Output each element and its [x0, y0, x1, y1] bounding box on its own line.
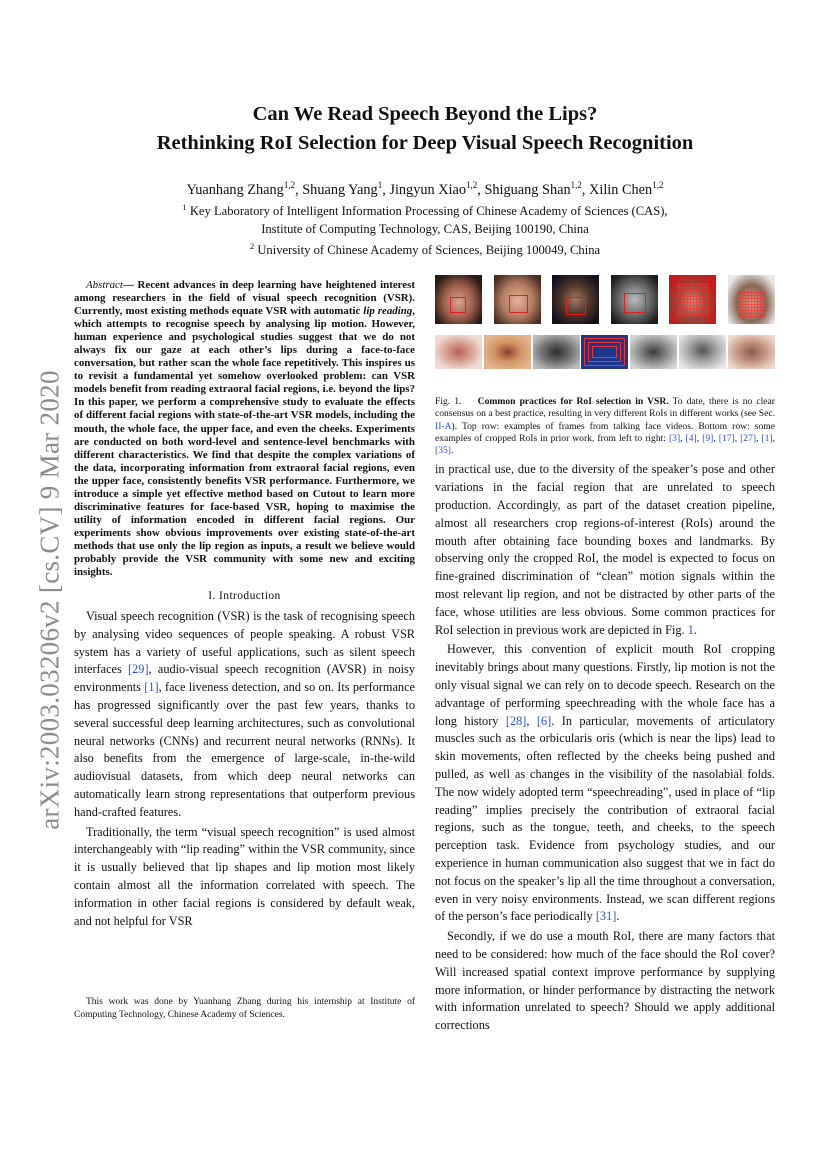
citation-link[interactable]: [6] [536, 713, 552, 728]
face-frame-image [611, 275, 658, 324]
figure-title: Common practices for RoI selection in VSR. [477, 396, 669, 407]
face-frame-image [552, 275, 599, 324]
abstract-label: Abstract [86, 279, 123, 291]
citation-link[interactable]: [35] [435, 445, 451, 457]
roi-crop-image [533, 335, 580, 369]
right-paragraph-2: However, this convention of explicit mouth RoI cropping inevitably brings about many questions. Firstly, lip motion is not the only visual signal we can rely on to decode speech. Research on the advantage of performing speechreading with the whole face has a long history [28], [6]. In particular, movements of articulatory muscles such as the orbicularis oris (which is near the lips) lead to skin movements, often reflected by the cheeks being pushed and pulled, as well as changes in the visibility of the nasolabial folds. The now widely adopted term “speechreading”, used in place of “lip reading” implies precisely the contribution of extraoral facial regions, such as the tongue, teeth, and cheeks, to the speech perception task. Evidence from psychology studies, and our experience in human communication also suggest that we in fact do not focus on the speaker’s lip all the time throughout a conversation, even in very noisy environments. Instead, we scan different regions of the person’s face periodically [31]. [435, 642, 776, 924]
citation-link[interactable]: [1] [761, 432, 773, 444]
figure-1-caption: Fig. 1. Common practices for RoI selection in VSR. To date, there is no clear consensus on a best practice, resulting in very different RoIs in different works (see Sec. II-A). Top row: examples of frames from talking face videos. Bottom row: some examples of cropped RoIs in prior work, from left to right: [3], [4], [9], [17], [27], [1], [35]. [435, 396, 776, 457]
intro-paragraph-1: Visual speech recognition (VSR) is the task of recognising speech by analysing video sequences of people speaking. A robust VSR system has a variety of useful applications, such as silent speech interfaces [29], audio-visual speech recognition (AVSR) in noisy environments [1], face liveness detection, and so on. Its performance has progressed significantly over the past few years, thanks to several successful deep learning architectures, such as convolutional neural networks (CNNs) and recurrent neural networks (RNNs). It also benefits from the emergence of large-scale, in-the-wild audiovisual datasets, from which deep neural networks can automatically learn strong representations that outperform previous hand-crafted features. [74, 609, 415, 819]
roi-crop-image [728, 335, 775, 369]
figure-label: Fig. 1. [435, 396, 462, 407]
title-line-1: Can We Read Speech Beyond the Lips? [252, 103, 598, 125]
face-frame-image [669, 275, 716, 324]
footnote: This work was done by Yuanhang Zhang during his internship at Institute of Computing Technology, Chinese Academy of Sciences. [74, 997, 415, 1020]
author: Xilin Chen$^{1,2}$ [589, 180, 664, 198]
intro-paragraph-2: Traditionally, the term “visual speech recognition” is used almost interchangeably with “lip reading” within the VSR community, since it is usually believed that lip shapes and lip motion most likely contain almost all the information correlated with speech. The information in other facial regions is considered by default weak, and not helpful for VSR [74, 824, 415, 928]
author: Shiguang Shan$^{1,2}$, [484, 180, 590, 198]
roi-crop-image [679, 335, 726, 369]
figure-1 [435, 275, 775, 375]
face-frame-image [435, 275, 482, 324]
citation-link[interactable]: [27] [740, 432, 757, 444]
roi-crop-image [630, 335, 677, 369]
author: Jingyun Xiao$^{1,2}$, [389, 180, 485, 198]
introduction-body [74, 608, 415, 930]
citation-link[interactable]: [1] [144, 680, 159, 695]
citation-link[interactable]: [9] [702, 432, 714, 444]
left-column [74, 279, 415, 930]
right-column-body [435, 461, 775, 1035]
arxiv-identifier-text: arXiv:2003.03206v2 [cs.CV] 9 Mar 2020 [34, 370, 65, 830]
citation-link[interactable]: [31] [595, 909, 617, 924]
figure-top-row [435, 275, 775, 324]
roi-crop-image [484, 335, 531, 369]
citation-link[interactable]: [28] [505, 713, 527, 728]
affiliation-2: $^2$ University of Chinese Academy of Sciences, Beijing 100049, China [249, 241, 601, 258]
author: Yuanhang Zhang$^{1,2}$, [186, 180, 303, 198]
section-ref-link[interactable]: II-A [435, 420, 452, 432]
author-list [80, 175, 770, 200]
section-heading-introduction: I. Introduction [208, 590, 281, 603]
right-column [435, 275, 775, 1035]
right-paragraph-3: Secondly, if we do use a mouth RoI, there are many factors that need to be considered: how much of the face should the RoI cover? Will increased spatial context improve performance by supplying more information, or hinder performance by distracting the network with information unrelated to speech? Should we apply additional corrections [435, 929, 775, 1033]
arxiv-identifier [30, 365, 70, 835]
roi-crop-image [581, 335, 628, 369]
right-paragraph-1: in practical use, due to the diversity of the speaker’s pose and other variations in the facial region that are unrelated to speech production. Accordingly, as part of the dataset creation pipeline, almost all researchers crop regions-of-interest (RoIs) around the mouth after obtaining face bounding boxes and landmarks. By observing only the cropped RoI, the model is expected to focus on fine-grained discrimination of “clean” motion signals within the most relevant lip region, and not be distracted by other parts of the face, whose utilities are less obvious. Some common practices for RoI selection in previous work are depicted in Fig. 1. [435, 462, 775, 637]
abstract: Abstract— Recent advances in deep learning have heightened interest among researchers in the field of visual speech recognition (VSR). Currently, most existing methods equate VSR with automatic lip reading, which attempts to recognise speech by analysing lip motion. However, human experience and psychological studies suggest that we do not always fix our gaze at each other’s lips during a face-to-face conversation, but rather scan the whole face repetitively. This inspires us to revisit a fundamental yet somehow overlooked problem: can VSR models benefit from reading extraoral facial regions, i.e. beyond the lips? In this paper, we perform a comprehensive study to evaluate the effects of different facial regions with state-of-the-art VSR models, including the mouth, the whole face, the upper face, and even the cheeks. Experiments are conducted on both word-level and sentence-level benchmarks with different characteristics. We find that despite the complex variations of the data, incorporating information from extraoral facial regions, even the upper face, consistently benefits VSR performance. Furthermore, we introduce a simple yet effective method based on Cutout to learn more discriminative features for face-based VSR, hoping to maximise the utility of information encoded in different facial regions. Our experiments show obvious improvements over existing state-of-the-art methods that use only the lip region as inputs, a result we believe would probably provide the VSR community with some new and exciting insights. [74, 279, 415, 579]
paper-title [80, 100, 770, 158]
citation-link[interactable]: [4] [685, 432, 697, 444]
figure-bottom-row [435, 335, 775, 369]
citation-link[interactable]: [3] [668, 432, 681, 444]
citation-link[interactable]: [17] [718, 432, 735, 444]
figure-ref-link[interactable]: 1 [687, 622, 694, 637]
affiliation-1: $^1$ Key Laboratory of Intelligent Information Processing of Chinese Academy of Sciences (CAS), [182, 202, 668, 219]
author: Shuang Yang$^1$, [302, 180, 390, 198]
affiliation-1-cont: Institute of Computing Technology, CAS, Beijing 100190, China [261, 221, 589, 236]
roi-crop-image [435, 335, 482, 369]
affiliations [80, 199, 770, 260]
face-frame-image [494, 275, 541, 324]
face-frame-image [728, 275, 775, 324]
title-line-2: Rethinking RoI Selection for Deep Visual Speech Recognition [156, 132, 694, 154]
citation-link[interactable]: [29] [128, 662, 149, 677]
